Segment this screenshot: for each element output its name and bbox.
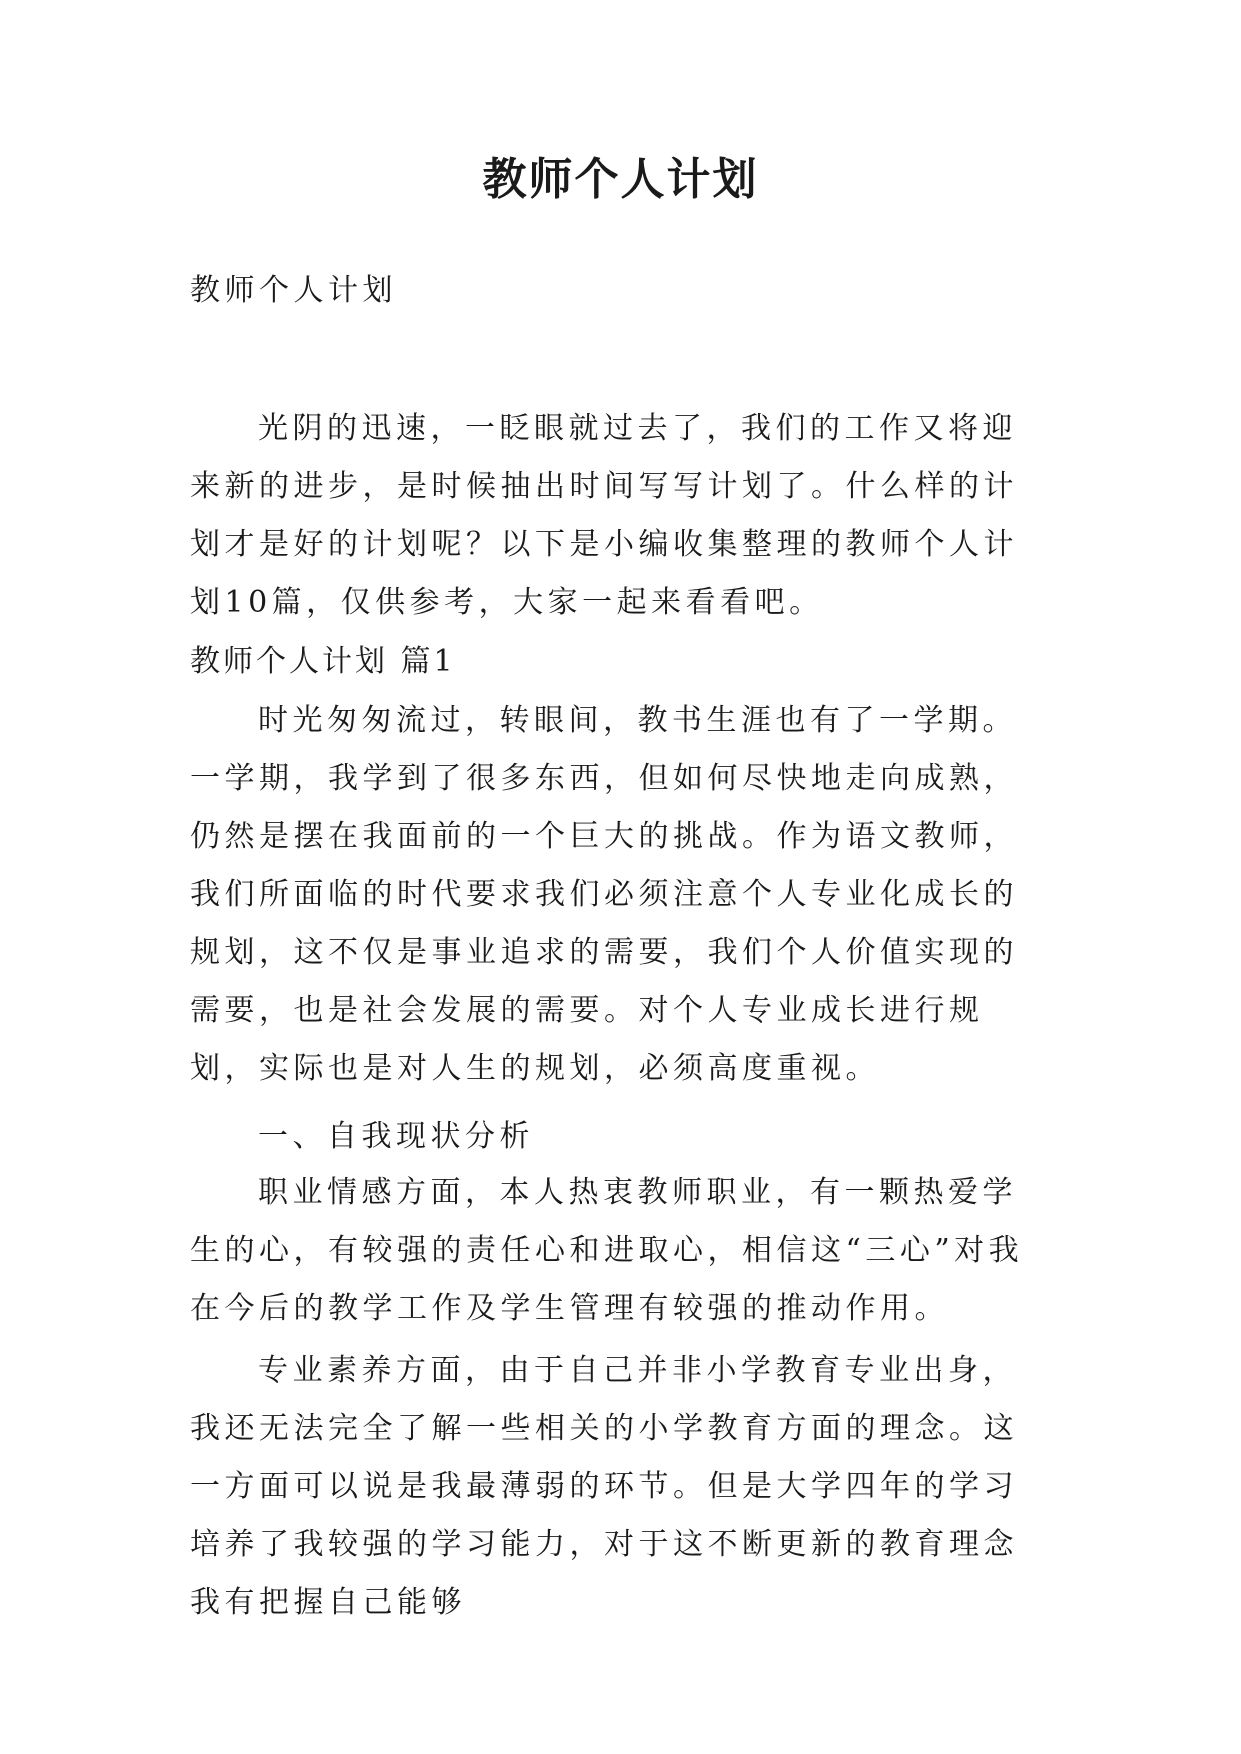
- body-paragraph-2: 职业情感方面，本人热衷教师职业，有一颗热爱学生的心，有较强的责任心和进取心，相信这“三心”对我在今后的教学工作及学生管理有较强的推动作用。: [190, 1175, 1024, 1326]
- document-title: 教师个人计划: [482, 154, 759, 205]
- document-subtitle: 教师个人计划: [190, 273, 397, 308]
- body-paragraph-3: 专业素养方面，由于自己并非小学教育专业出身，我还无法完全了解一些相关的小学教育方面的理念。这一方面可以说是我最薄弱的环节。但是大学四年的学习培养了我较强的学习能力，对于这不断更新的教育理念我有把握自己能够: [190, 1353, 1018, 1620]
- body-paragraph-1: 时光匆匆流过，转眼间，教书生涯也有了一学期。一学期，我学到了很多东西，但如何尽快地走向成熟，仍然是摆在我面前的一个巨大的挑战。作为语文教师，我们所面临的时代要求我们必须注意个人专业化成长的规划，这不仅是事业追求的需要，我们个人价值实现的需要，也是社会发展的需要。对个人专业成长进行规划，实际也是对人生的规划，必须高度重视。: [190, 703, 1018, 1086]
- subheading-self-analysis: 一、自我现状分析: [258, 1119, 534, 1154]
- section-heading: 教师个人计划 篇1: [190, 644, 456, 679]
- intro-paragraph: 光阴的迅速，一眨眼就过去了，我们的工作又将迎来新的进步，是时候抽出时间写写计划了。什么样的计划才是好的计划呢？以下是小编收集整理的教师个人计划10篇，仅供参考，大家一起来看看吧。: [190, 411, 1018, 620]
